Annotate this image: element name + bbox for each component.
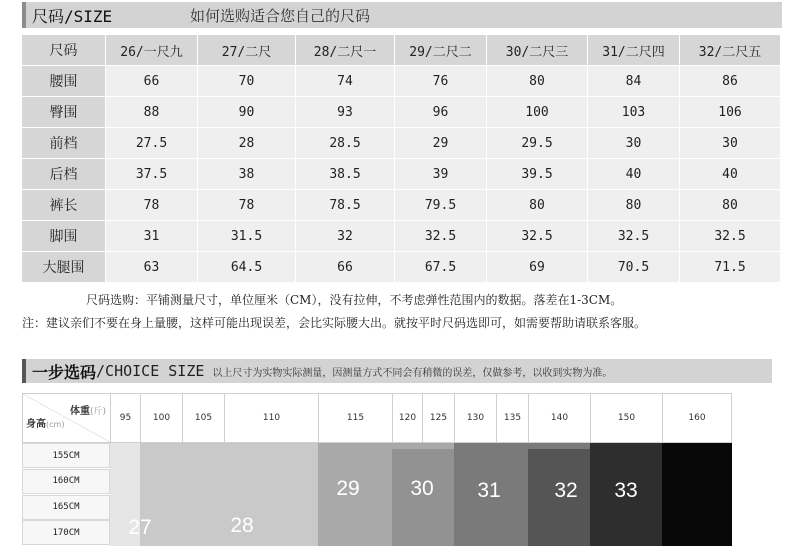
measurement-label: 脚围 bbox=[22, 221, 106, 252]
grid-corner-cell bbox=[22, 393, 110, 443]
size-table-header-row bbox=[22, 35, 781, 66]
measurement-label: 后档 bbox=[22, 159, 106, 190]
measurement-value: 67.5 bbox=[395, 252, 487, 283]
measurement-value: 32.5 bbox=[588, 221, 680, 252]
size-header-cell: 27/二尺 bbox=[198, 35, 296, 66]
measurement-value: 71.5 bbox=[680, 252, 781, 283]
measurement-value: 32.5 bbox=[395, 221, 487, 252]
size-table-row bbox=[22, 159, 781, 190]
measurement-value: 76 bbox=[395, 66, 487, 97]
choice-size-description: 以上尺寸为实物实际测量，因测量方式不同会有稍微的误差，仅做参考，以收到实物为准。 bbox=[212, 367, 613, 379]
size-header-cell: 31/二尺四 bbox=[588, 35, 680, 66]
measurement-value: 32 bbox=[296, 221, 395, 252]
weight-column-header: 110 bbox=[224, 393, 318, 443]
measurement-value: 31.5 bbox=[198, 221, 296, 252]
size-table-row bbox=[22, 66, 781, 97]
size-table-row bbox=[22, 252, 781, 283]
measurement-value: 69 bbox=[487, 252, 588, 283]
measurement-value: 32.5 bbox=[487, 221, 588, 252]
weight-column-header: 100 bbox=[140, 393, 182, 443]
height-row-header: 165CM bbox=[22, 495, 110, 520]
weight-column-header: 115 bbox=[318, 393, 392, 443]
measurement-value: 28 bbox=[198, 128, 296, 159]
size-header-cell: 32/二尺五 bbox=[680, 35, 781, 66]
weight-column-header: 130 bbox=[454, 393, 496, 443]
measurement-value: 30 bbox=[588, 128, 680, 159]
weight-column-header: 140 bbox=[528, 393, 590, 443]
measurement-value: 70.5 bbox=[588, 252, 680, 283]
measurement-value: 80 bbox=[680, 190, 781, 221]
size-recommendation-label: 28 bbox=[230, 514, 254, 538]
measurement-label: 臀围 bbox=[22, 97, 106, 128]
measurement-value: 78.5 bbox=[296, 190, 395, 221]
measurement-value: 63 bbox=[106, 252, 198, 283]
size-table bbox=[22, 35, 781, 283]
size-recommendation-label: 27 bbox=[128, 516, 152, 540]
measurement-value: 39 bbox=[395, 159, 487, 190]
size-recommendation-label: 30 bbox=[410, 476, 434, 500]
corner-weight-label: 体重(斤) bbox=[69, 406, 106, 417]
size-chart-subtitle: 如何选购适合您自己的尺码 bbox=[190, 6, 371, 25]
measurement-value: 29.5 bbox=[487, 128, 588, 159]
measurement-value: 106 bbox=[680, 97, 781, 128]
size-header-cell: 28/二尺一 bbox=[296, 35, 395, 66]
measurement-value: 86 bbox=[680, 66, 781, 97]
measurement-value: 37.5 bbox=[106, 159, 198, 190]
size-chart-header bbox=[22, 2, 782, 28]
size-table-row bbox=[22, 221, 781, 252]
size-header-cell: 29/二尺二 bbox=[395, 35, 487, 66]
corner-height-label: 身高(cm) bbox=[26, 419, 65, 430]
size-recommendation-label: 31 bbox=[477, 478, 501, 502]
measurement-label: 大腿围 bbox=[22, 252, 106, 283]
measurement-value: 100 bbox=[487, 97, 588, 128]
measurement-value: 96 bbox=[395, 97, 487, 128]
weight-column-header: 160 bbox=[662, 393, 732, 443]
height-row-header: 160CM bbox=[22, 469, 110, 494]
measurement-value: 80 bbox=[487, 66, 588, 97]
weight-column-header: 105 bbox=[182, 393, 224, 443]
measurement-value: 103 bbox=[588, 97, 680, 128]
measurement-value: 66 bbox=[106, 66, 198, 97]
size-recommendation-label: 33 bbox=[614, 478, 638, 502]
size-header-cell: 30/二尺三 bbox=[487, 35, 588, 66]
measurement-value: 80 bbox=[487, 190, 588, 221]
size-recommendation-label: 32 bbox=[554, 478, 578, 502]
size-recommendation-label: 29 bbox=[336, 476, 360, 500]
weight-column-header: 125 bbox=[422, 393, 454, 443]
measurement-value: 32.5 bbox=[680, 221, 781, 252]
size-table-row bbox=[22, 97, 781, 128]
size-table-row bbox=[22, 190, 781, 221]
choice-size-title: 一步选码 bbox=[32, 362, 97, 382]
measurement-value: 66 bbox=[296, 252, 395, 283]
weight-header-row bbox=[22, 393, 732, 443]
measurement-value: 39.5 bbox=[487, 159, 588, 190]
note-advice: 注：建议亲们不要在身上量腰，这样可能出现误差，会比实际腰大出。就按平时尺码选即可，如需要帮助请联系客服。 bbox=[22, 316, 647, 330]
choice-size-grid bbox=[22, 393, 769, 546]
choice-size-header bbox=[22, 359, 772, 383]
note-measure: 尺码选购：平铺测量尺寸，单位厘米（CM），没有拉伸，不考虑弹性范围内的数据。落差在1-3CM。 bbox=[86, 293, 623, 307]
measurement-label: 裤长 bbox=[22, 190, 106, 221]
measurement-label: 前档 bbox=[22, 128, 106, 159]
measurement-value: 88 bbox=[106, 97, 198, 128]
size-band-28-upper bbox=[140, 443, 318, 546]
measurement-value: 70 bbox=[198, 66, 296, 97]
height-row-header: 170CM bbox=[22, 520, 110, 545]
measurement-value: 64.5 bbox=[198, 252, 296, 283]
measurement-value: 31 bbox=[106, 221, 198, 252]
size-band-34 bbox=[662, 443, 732, 546]
measurement-value: 28.5 bbox=[296, 128, 395, 159]
size-chart-title: 尺码/SIZE bbox=[32, 6, 113, 26]
measurement-value: 78 bbox=[198, 190, 296, 221]
measurement-value: 38 bbox=[198, 159, 296, 190]
measurement-value: 40 bbox=[588, 159, 680, 190]
measurement-value: 80 bbox=[588, 190, 680, 221]
weight-column-header: 135 bbox=[496, 393, 528, 443]
size-table-row bbox=[22, 128, 781, 159]
weight-column-header: 120 bbox=[392, 393, 422, 443]
size-column-header: 尺码 bbox=[22, 35, 106, 66]
measurement-label: 腰围 bbox=[22, 66, 106, 97]
measurement-value: 38.5 bbox=[296, 159, 395, 190]
measurement-value: 27.5 bbox=[106, 128, 198, 159]
measurement-value: 79.5 bbox=[395, 190, 487, 221]
choice-size-title-en: /CHOICE SIZE bbox=[96, 362, 205, 380]
measurement-value: 78 bbox=[106, 190, 198, 221]
weight-column-header: 150 bbox=[590, 393, 662, 443]
measurement-value: 93 bbox=[296, 97, 395, 128]
size-header-cell: 26/一尺九 bbox=[106, 35, 198, 66]
measurement-value: 90 bbox=[198, 97, 296, 128]
measurement-value: 40 bbox=[680, 159, 781, 190]
measurement-value: 29 bbox=[395, 128, 487, 159]
measurement-value: 74 bbox=[296, 66, 395, 97]
measurement-value: 84 bbox=[588, 66, 680, 97]
height-row-header: 155CM bbox=[22, 443, 110, 468]
weight-column-header: 95 bbox=[110, 393, 140, 443]
measurement-value: 30 bbox=[680, 128, 781, 159]
